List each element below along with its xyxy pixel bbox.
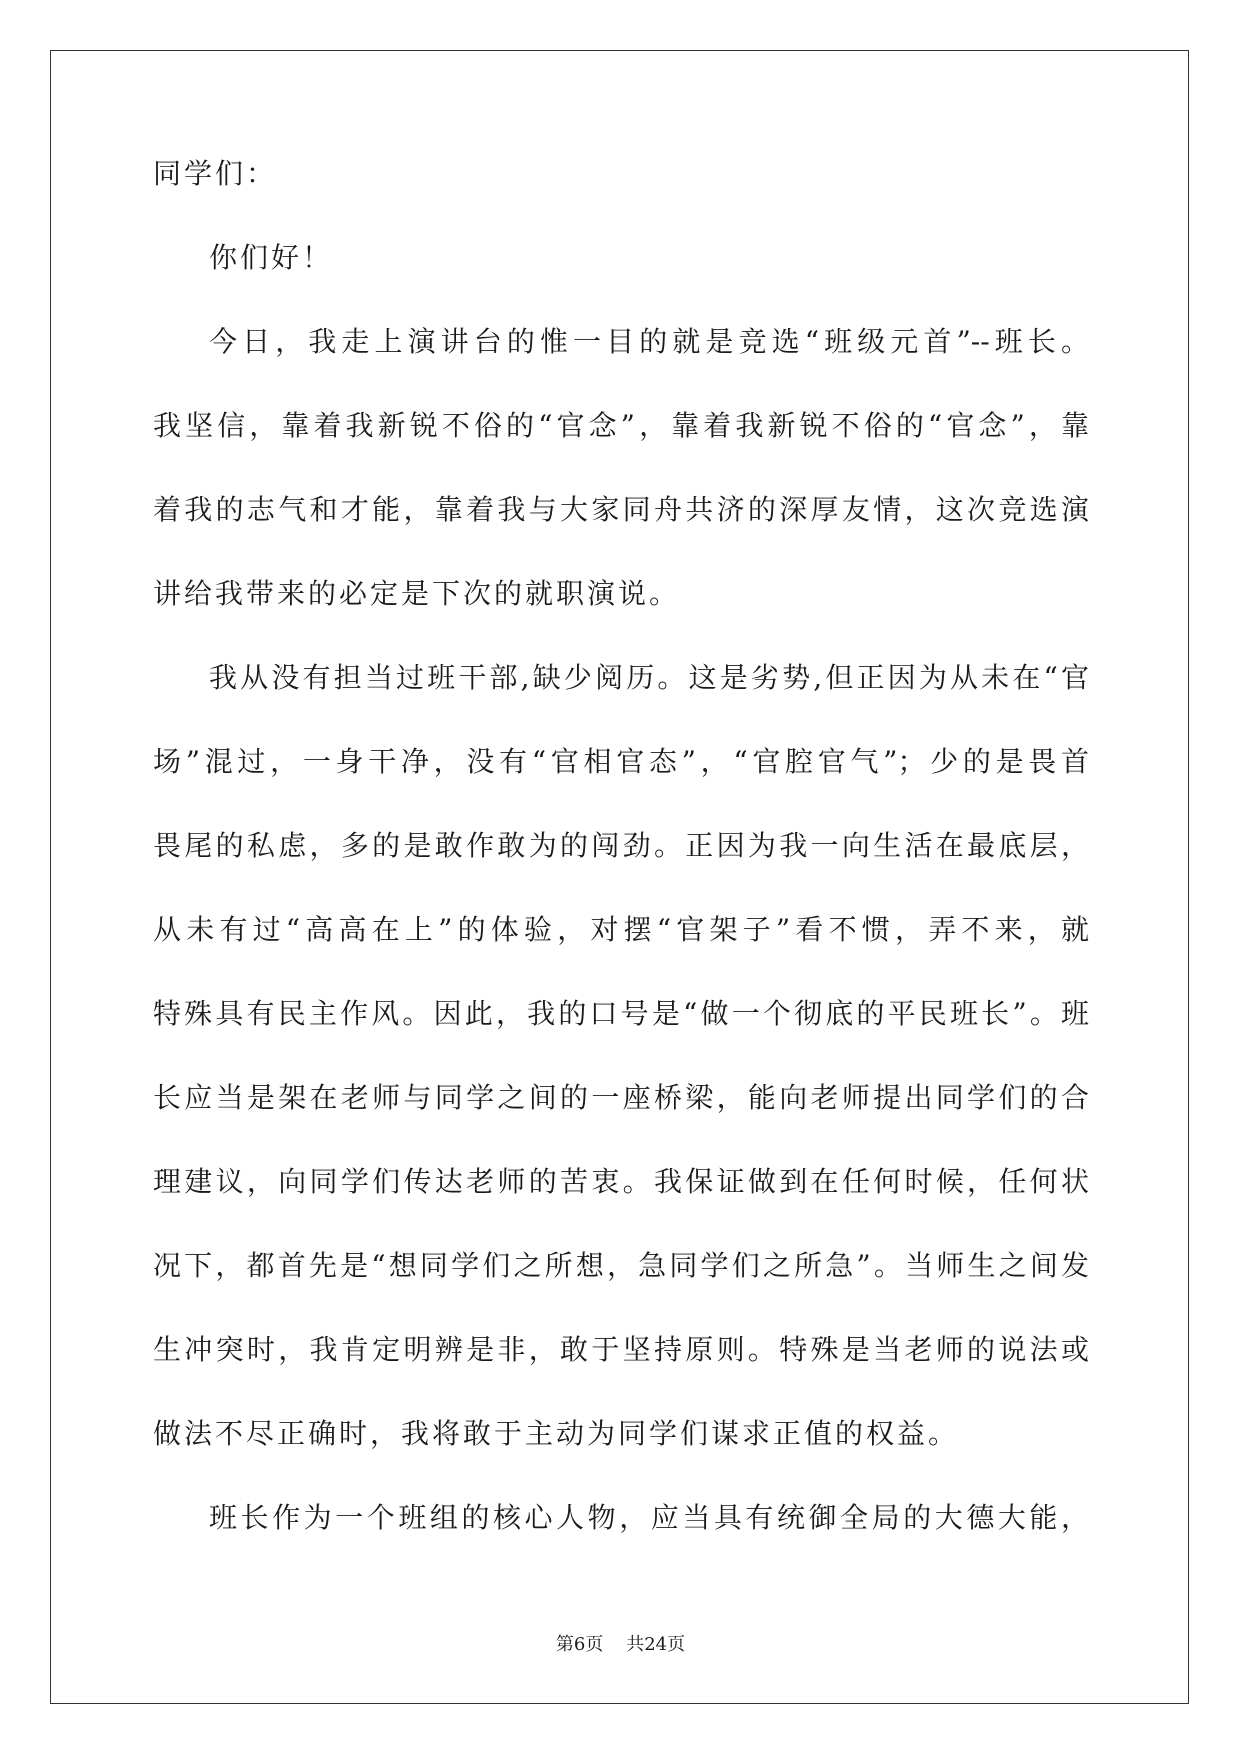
footer-total-unit: 页: [667, 1634, 686, 1655]
body-line: 我坚信，靠着我新锐不俗的“官念”，靠着我新锐不俗的“官念”，靠: [153, 409, 1089, 442]
footer-page-number: 6: [573, 1634, 586, 1655]
body-line: 理建议，向同学们传达老师的苦衷。我保证做到在任何时候，任何状: [153, 1165, 1089, 1198]
footer-page-label: 第: [555, 1634, 574, 1655]
body-line: 我从没有担当过班干部,缺少阅历。这是劣势,但正因为从未在“官: [209, 661, 1089, 694]
body-line: 讲给我带来的必定是下次的就职演说。: [153, 577, 681, 610]
body-line: 班长作为一个班组的核心人物，应当具有统御全局的大德大能，: [209, 1501, 1089, 1534]
body-line: 场”混过，一身干净，没有“官相官态”，“官腔官气”；少的是畏首: [153, 745, 1089, 778]
page-footer: [0, 1630, 1241, 1656]
body-line: 长应当是架在老师与同学之间的一座桥梁，能向老师提出同学们的合: [153, 1081, 1089, 1114]
body-line: 生冲突时，我肯定明辨是非，敢于坚持原则。特殊是当老师的说法或: [153, 1333, 1089, 1366]
body-line: 畏尾的私虑，多的是敢作敢为的闯劲。正因为我一向生活在最底层，: [153, 829, 1089, 862]
body-line: 从未有过“高高在上”的体验，对摆“官架子”看不惯，弄不来，就: [153, 913, 1089, 946]
body-line: 今日，我走上演讲台的惟一目的就是竞选“班级元首”--班长。: [209, 325, 1089, 358]
body-line: 你们好！: [209, 241, 334, 274]
footer-total-number: 24: [644, 1634, 668, 1655]
body-line: 着我的志气和才能，靠着我与大家同舟共济的深厚友情，这次竞选演: [153, 493, 1089, 526]
body-line: 同学们：: [153, 157, 278, 190]
footer-total-label: 共: [626, 1634, 645, 1655]
body-line: 况下，都首先是“想同学们之所想，急同学们之所急”。当师生之间发: [153, 1249, 1089, 1282]
body-line: 做法不尽正确时，我将敢于主动为同学们谋求正值的权益。: [153, 1417, 960, 1450]
footer-page-unit: 页: [585, 1634, 604, 1655]
document-body: [153, 157, 1089, 1588]
body-line: 特殊具有民主作风。因此，我的口号是“做一个彻底的平民班长”。班: [153, 997, 1089, 1030]
